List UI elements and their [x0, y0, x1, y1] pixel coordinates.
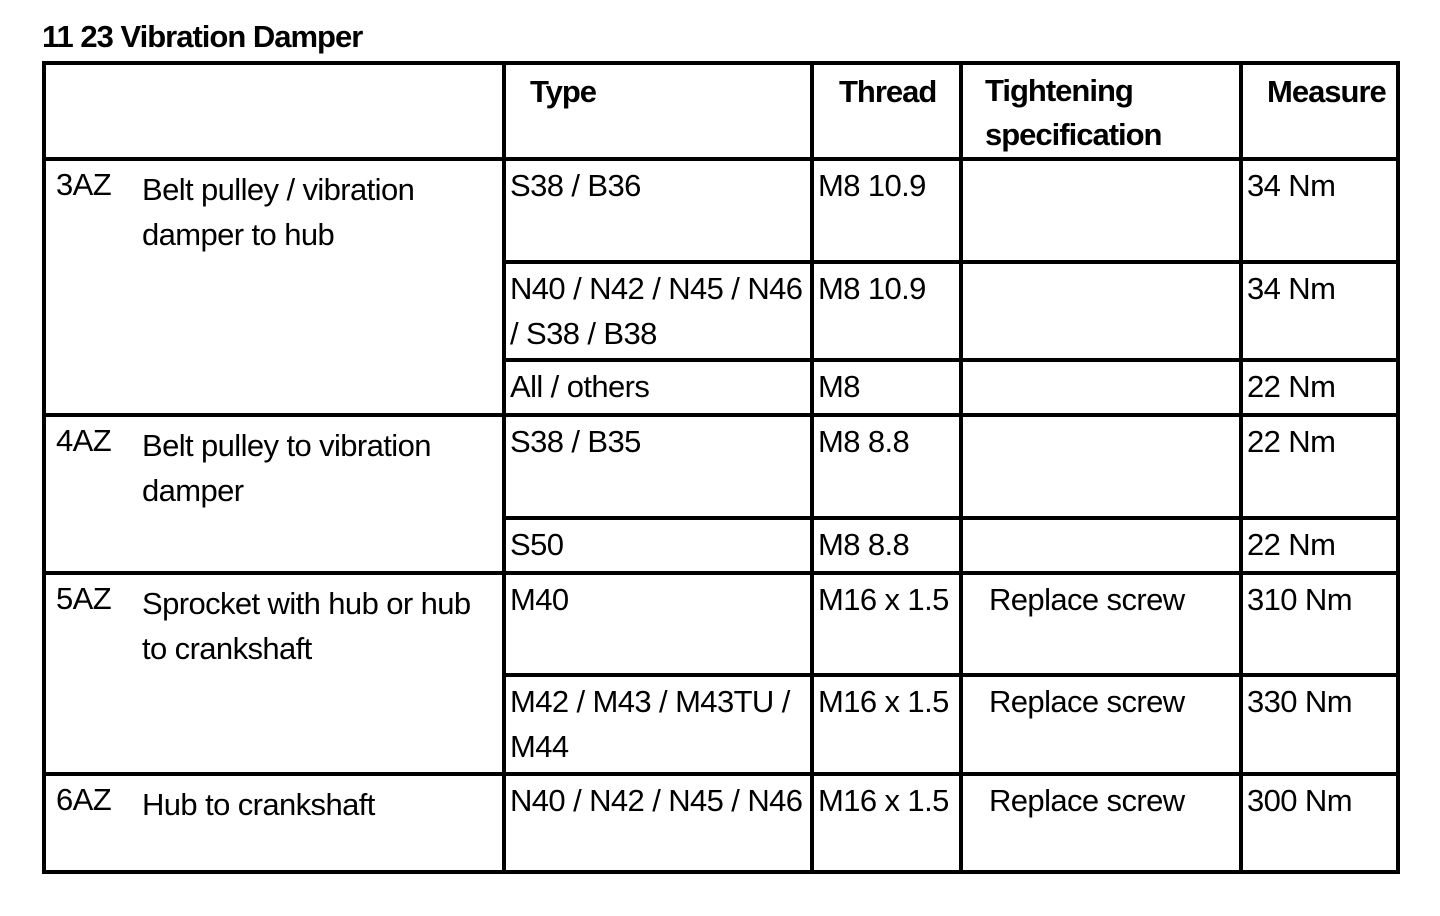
- spec-cell: [961, 159, 1241, 262]
- thread-cell: M16 x 1.5: [812, 675, 961, 774]
- table-row: [44, 774, 1398, 872]
- group-code: 4AZ: [56, 423, 112, 458]
- type-cell: M40: [504, 573, 812, 675]
- thread-cell: M8: [812, 360, 961, 415]
- header-measure: Measure: [1241, 63, 1398, 159]
- group-cell-3az: [44, 159, 504, 415]
- measure-cell: 34 Nm: [1241, 262, 1398, 360]
- spec-cell: Replace screw: [961, 774, 1241, 872]
- table-row: [44, 415, 1398, 518]
- type-cell: N40 / N42 / N45 / N46 / S38 / B38: [504, 262, 812, 360]
- measure-cell: 300 Nm: [1241, 774, 1398, 872]
- thread-cell: M8 8.8: [812, 415, 961, 518]
- spec-cell: [961, 415, 1241, 518]
- spec-cell: Replace screw: [961, 675, 1241, 774]
- thread-cell: M8 10.9: [812, 159, 961, 262]
- measure-cell: 22 Nm: [1241, 518, 1398, 573]
- measure-cell: 310 Nm: [1241, 573, 1398, 675]
- group-description: Belt pulley / vibration damper to hub: [142, 172, 415, 252]
- table-row: [44, 159, 1398, 262]
- page-title: 11 23 Vibration Damper: [42, 19, 363, 54]
- thread-cell: M16 x 1.5: [812, 573, 961, 675]
- measure-cell: 34 Nm: [1241, 159, 1398, 262]
- group-code: 3AZ: [56, 167, 112, 202]
- type-cell: S50: [504, 518, 812, 573]
- type-cell: N40 / N42 / N45 / N46: [504, 774, 812, 872]
- group-description: Sprocket with hub or hub to crankshaft: [142, 586, 471, 666]
- table-row: [44, 573, 1398, 675]
- table-header-row: [44, 63, 1398, 159]
- header-type: Type: [504, 63, 812, 159]
- header-tightening-specification: Tightening specification: [961, 63, 1241, 159]
- torque-spec-table: [42, 61, 1400, 874]
- type-cell: M42 / M43 / M43TU / M44: [504, 675, 812, 774]
- type-cell: All / others: [504, 360, 812, 415]
- group-description: Belt pulley to vibration damper: [142, 428, 431, 508]
- spec-cell: [961, 360, 1241, 415]
- header-blank: [44, 63, 504, 159]
- type-cell: S38 / B36: [504, 159, 812, 262]
- group-cell-6az: [44, 774, 504, 872]
- thread-cell: M16 x 1.5: [812, 774, 961, 872]
- spec-cell: Replace screw: [961, 573, 1241, 675]
- measure-cell: 22 Nm: [1241, 360, 1398, 415]
- spec-cell: [961, 262, 1241, 360]
- header-thread: Thread: [812, 63, 961, 159]
- thread-cell: M8 8.8: [812, 518, 961, 573]
- group-cell-4az: [44, 415, 504, 573]
- thread-cell: M8 10.9: [812, 262, 961, 360]
- group-code: 5AZ: [56, 581, 112, 616]
- type-cell: S38 / B35: [504, 415, 812, 518]
- measure-cell: 22 Nm: [1241, 415, 1398, 518]
- group-cell-5az: [44, 573, 504, 774]
- spec-cell: [961, 518, 1241, 573]
- measure-cell: 330 Nm: [1241, 675, 1398, 774]
- group-code: 6AZ: [56, 782, 112, 817]
- group-description: Hub to crankshaft: [142, 787, 375, 822]
